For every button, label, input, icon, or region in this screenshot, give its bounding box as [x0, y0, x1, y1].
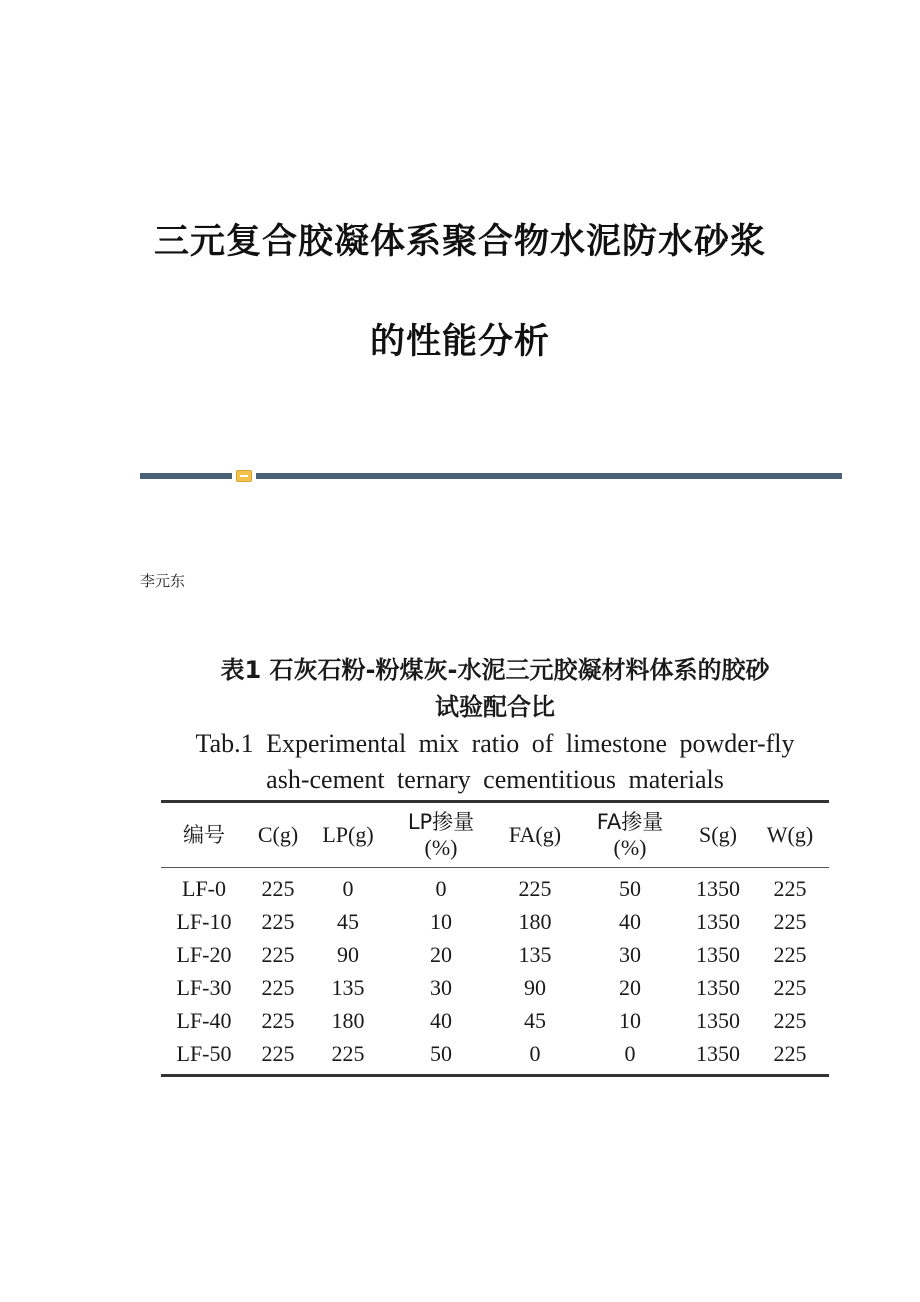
table-header [161, 802, 829, 868]
cell-id: LF-40 [176, 1007, 232, 1033]
cell-w: 225 [773, 941, 807, 967]
cell-lp: 135 [331, 974, 365, 1000]
table-row [161, 868, 829, 906]
cell-lp-pct: 0 [435, 875, 447, 901]
cell-lp-pct: 20 [430, 941, 452, 967]
header-fa-pct-label: FA掺量 [596, 810, 664, 834]
table-row [161, 938, 829, 971]
cell-id: LF-10 [176, 908, 232, 934]
header-fa-pct-unit: (%) [613, 835, 647, 860]
cell-w: 225 [773, 908, 807, 934]
header-id: 编号 [183, 823, 225, 847]
cell-fa: 180 [518, 908, 552, 934]
header-lp: LP(g) [322, 822, 374, 847]
cell-s: 1350 [696, 941, 740, 967]
cell-fa-pct: 10 [619, 1007, 641, 1033]
cell-id: LF-50 [176, 1040, 232, 1066]
cell-id: LF-30 [176, 974, 232, 1000]
cell-fa-pct: 30 [619, 941, 641, 967]
table-row [161, 905, 829, 938]
cell-lp: 90 [337, 941, 359, 967]
cell-fa: 45 [524, 1007, 546, 1033]
cell-s: 1350 [696, 908, 740, 934]
table-row [161, 971, 829, 1004]
cell-lp: 0 [342, 875, 354, 901]
author-name: 李元东 [140, 572, 186, 590]
divider-bar-left [140, 473, 232, 479]
cell-lp-pct: 30 [430, 974, 452, 1000]
table-caption-en-line-1: Tab.1 Experimental mix ratio of limestone powder-fly [195, 729, 795, 758]
header-w: W(g) [766, 822, 814, 847]
table-row [161, 1037, 829, 1076]
cell-lp-pct: 10 [430, 908, 452, 934]
cell-lp: 225 [331, 1040, 365, 1066]
table-row [161, 1004, 829, 1037]
cell-w: 225 [773, 875, 807, 901]
cell-w: 225 [773, 1007, 807, 1033]
cell-c: 225 [261, 1040, 295, 1066]
cell-c: 225 [261, 908, 295, 934]
table-caption-en-line-2: ash-cement ternary cementitious materials [266, 765, 724, 794]
cell-fa: 90 [524, 974, 546, 1000]
cell-fa-pct: 50 [619, 875, 641, 901]
cell-lp: 180 [331, 1007, 365, 1033]
divider-bar-right [256, 473, 842, 479]
cell-w: 225 [773, 1040, 807, 1066]
cell-c: 225 [261, 941, 295, 967]
header-lp-pct-unit: (%) [424, 835, 458, 860]
cell-fa-pct: 20 [619, 974, 641, 1000]
document-title-line-2: 的性能分析 [369, 322, 550, 362]
header-fa: FA(g) [508, 822, 562, 847]
header-fa-pct [575, 802, 685, 868]
cell-w: 225 [773, 974, 807, 1000]
cell-s: 1350 [696, 1007, 740, 1033]
cell-c: 225 [261, 974, 295, 1000]
cell-fa: 0 [529, 1040, 541, 1066]
cell-id: LF-20 [176, 941, 232, 967]
header-lp-pct-label: LP掺量 [407, 810, 475, 834]
document-title-line-1: 三元复合胶凝体系聚合物水泥防水砂浆 [153, 222, 766, 262]
title-divider [140, 470, 842, 482]
cell-s: 1350 [696, 875, 740, 901]
table-caption-cn-line-1: 表1 石灰石粉-粉煤灰-水泥三元胶凝材料体系的胶砂 [220, 656, 770, 684]
cell-s: 1350 [696, 1040, 740, 1066]
table-caption-cn-line-2: 试验配合比 [435, 693, 555, 721]
cell-id: LF-0 [182, 875, 226, 901]
cell-fa-pct: 0 [624, 1040, 636, 1066]
header-s: S(g) [699, 822, 737, 847]
header-lp-pct [387, 802, 495, 868]
cell-lp: 45 [337, 908, 359, 934]
mix-ratio-table [161, 800, 829, 1077]
table-header-row [161, 802, 829, 868]
divider-badge-icon [236, 470, 252, 482]
cell-fa: 225 [518, 875, 552, 901]
cell-s: 1350 [696, 974, 740, 1000]
cell-lp-pct: 40 [430, 1007, 452, 1033]
cell-fa-pct: 40 [619, 908, 641, 934]
cell-c: 225 [261, 1007, 295, 1033]
header-c: C(g) [257, 822, 299, 847]
cell-c: 225 [261, 875, 295, 901]
cell-fa: 135 [518, 941, 552, 967]
table-body [161, 868, 829, 1076]
cell-lp-pct: 50 [430, 1040, 452, 1066]
